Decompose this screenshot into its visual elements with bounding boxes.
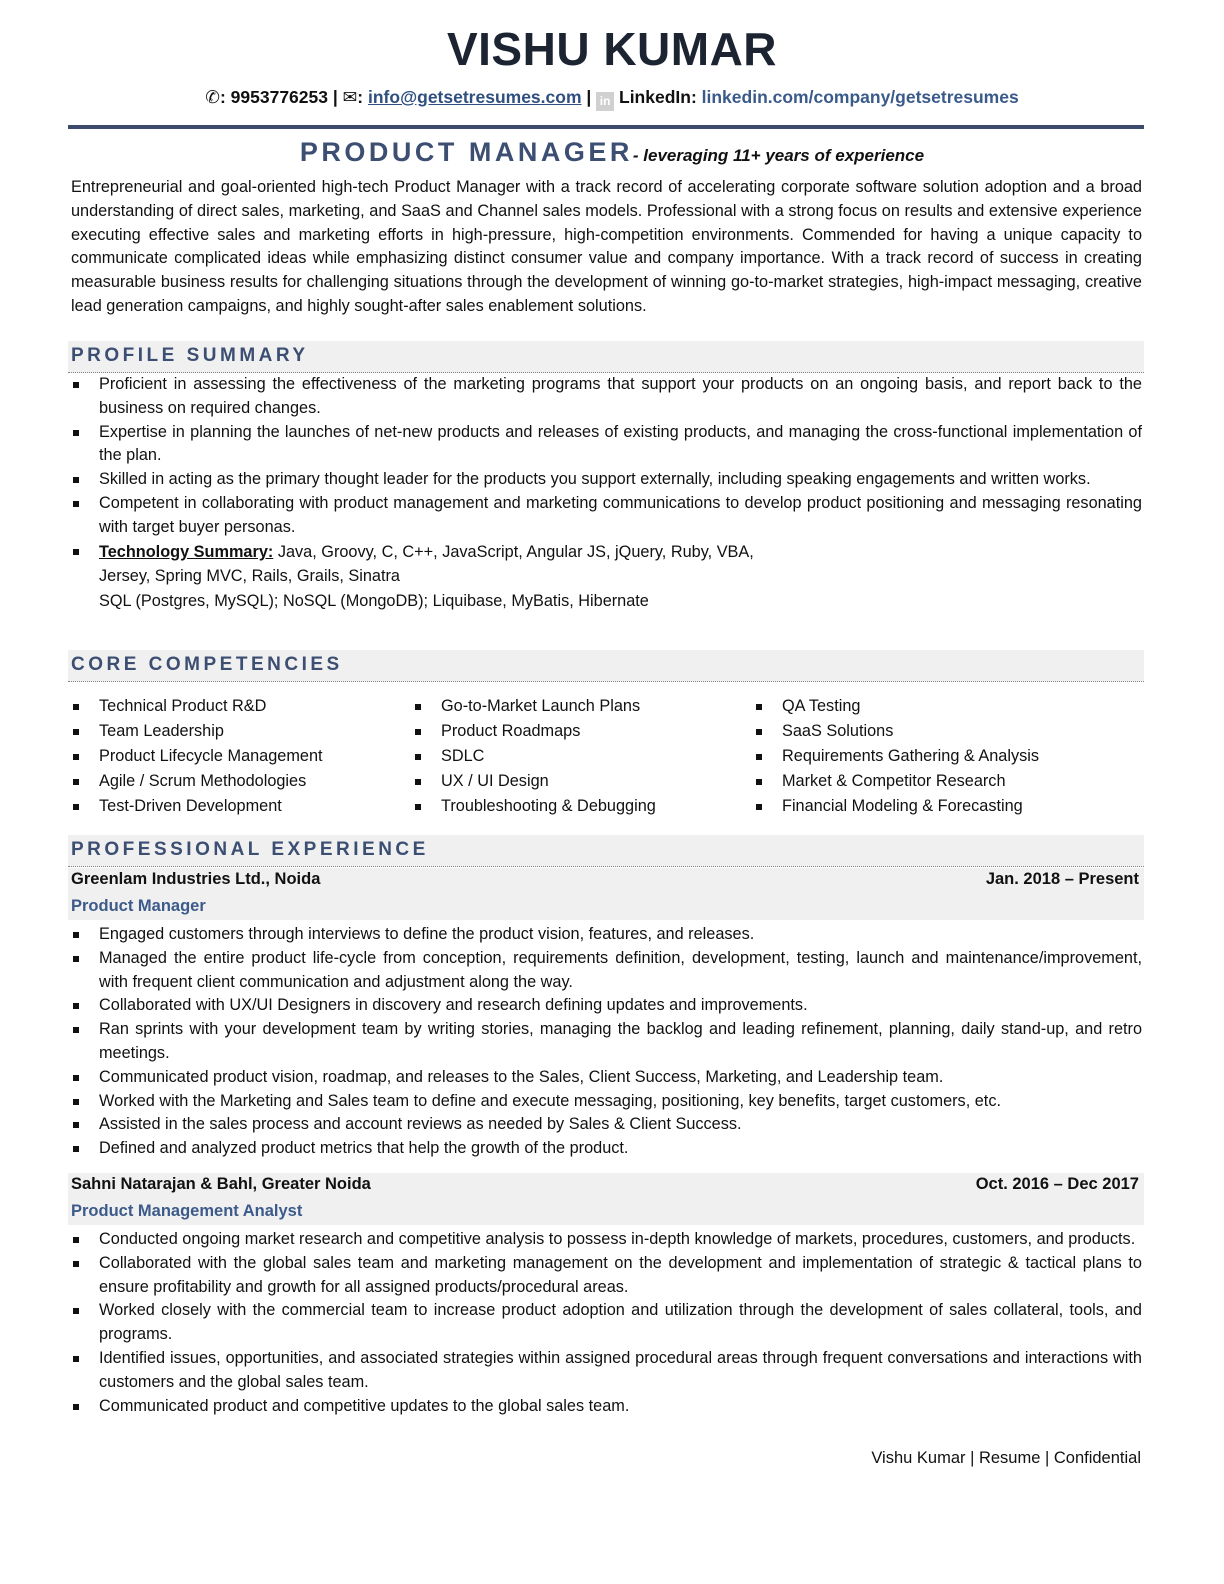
competency-item: SDLC xyxy=(413,744,656,769)
company-name: Sahni Natarajan & Bahl, Greater Noida xyxy=(71,1175,371,1193)
section-title: PROFILE SUMMARY xyxy=(71,345,309,366)
job-header xyxy=(68,1173,1144,1225)
list-item: Ran sprints with your development team by writing stories, managing the backlog and leading refinement, planning, daily stand-up, and retro meetings. xyxy=(71,1018,1142,1066)
competency-item: Agile / Scrum Methodologies xyxy=(71,769,323,794)
list-item: Competent in collaborating with product management and marketing communications to develop product positioning and messaging resonating with target buyer personas. xyxy=(71,492,1142,540)
email-link[interactable]: info@getsetresumes.com xyxy=(368,87,582,107)
competency-item: Market & Competitor Research xyxy=(754,769,1039,794)
phone-number: : 9953776253 xyxy=(219,87,328,107)
competency-item: SaaS Solutions xyxy=(754,719,1039,744)
list-item: Communicated product and competitive updates to the global sales team. xyxy=(71,1395,1142,1419)
competency-item: Test-Driven Development xyxy=(71,794,323,819)
separator: | xyxy=(581,87,597,107)
email-prefix: : xyxy=(357,87,368,107)
job-header xyxy=(68,868,1144,920)
list-item: Expertise in planning the launches of net-new products and releases of existing products, and managing the cross-functional implementation of the plan. xyxy=(71,421,1142,469)
company-name: Greenlam Industries Ltd., Noida xyxy=(71,870,321,888)
list-item: Engaged customers through interviews to define the product vision, features, and releases. xyxy=(71,923,1142,947)
profile-summary-list xyxy=(71,373,1142,613)
intro-paragraph: Entrepreneurial and goal-oriented high-tech Product Manager with a track record of accelerating corporate software solution adoption and a broad understanding of direct sales, marketing, and SaaS and Channel sales models. Professional with a strong focus on results and extensive experience executing effective sales and marketing efforts in high-pressure, high-competition environments. Commended for having a unique capacity to communicate complicated ideas while emphasizing distinct consumer value and company importance. With a track record of success in creating measurable business results for challenging situations through the development of winning go-to-market strategies, high-impact messaging, creative lead generation campaigns, and highly sought-after sales enablement solutions. xyxy=(71,178,1142,315)
competency-item: Troubleshooting & Debugging xyxy=(413,794,656,819)
list-item: Skilled in acting as the primary thought leader for the products you support externally, including speaking engagements and written works. xyxy=(71,468,1142,492)
section-heading-core-competencies xyxy=(68,650,1144,682)
list-item: Conducted ongoing market research and competitive analysis to possess in-depth knowledge of markets, procedures, customers, and products. xyxy=(71,1228,1142,1252)
section-heading-professional-experience xyxy=(68,835,1144,867)
list-item: Communicated product vision, roadmap, and releases to the Sales, Client Success, Marketing, and Leadership team. xyxy=(71,1066,1142,1090)
list-item: Proficient in assessing the effectiveness of the marketing programs that support your products on an ongoing basis, and report back to the business on required changes. xyxy=(71,373,1142,421)
competency-item: Go-to-Market Launch Plans xyxy=(413,694,656,719)
list-item: Identified issues, opportunities, and associated strategies within assigned procedural areas through frequent conversations and interactions with customers and the global sales team. xyxy=(71,1347,1142,1395)
section-title: CORE COMPETENCIES xyxy=(71,654,343,675)
competency-item: Product Lifecycle Management xyxy=(71,744,323,769)
list-item: Worked with the Marketing and Sales team to define and execute messaging, positioning, key benefits, target customers, etc. xyxy=(71,1090,1142,1114)
job-title-tagline: - leveraging 11+ years of experience xyxy=(632,146,925,165)
phone-icon: ✆ xyxy=(205,87,220,107)
linkedin-label: LinkedIn: xyxy=(614,87,702,107)
headline xyxy=(0,137,1224,168)
job-title: PRODUCT MANAGER xyxy=(299,137,633,167)
competency-column xyxy=(71,694,323,819)
list-item: Worked closely with the commercial team to increase product adoption and utilization through the development of sales collateral, tools, and programs. xyxy=(71,1299,1142,1347)
linkedin-link[interactable]: linkedin.com/company/getsetresumes xyxy=(701,87,1019,107)
technology-summary-item xyxy=(71,540,1142,614)
competency-item: Financial Modeling & Forecasting xyxy=(754,794,1039,819)
list-item: Assisted in the sales process and account reviews as needed by Sales & Client Success. xyxy=(71,1113,1142,1137)
competency-item: Product Roadmaps xyxy=(413,719,656,744)
job-dates: Oct. 2016 – Dec 2017 xyxy=(975,1175,1139,1193)
separator: | xyxy=(328,87,343,107)
list-item: Collaborated with the global sales team and marketing management on the development and implementation of strategic & tactical plans to ensure profitability and growth for all assigned products/procedural areas. xyxy=(71,1252,1142,1300)
competency-item: UX / UI Design xyxy=(413,769,656,794)
competency-item: QA Testing xyxy=(754,694,1039,719)
candidate-name: VISHU KUMAR xyxy=(446,23,778,75)
job-bullets xyxy=(71,1228,1142,1418)
list-item: Defined and analyzed product metrics that help the growth of the product. xyxy=(71,1137,1142,1161)
technology-line: Jersey, Spring MVC, Rails, Grails, Sinatra xyxy=(99,567,400,586)
list-item: Collaborated with UX/UI Designers in discovery and research defining updates and improvements. xyxy=(71,994,1142,1018)
header-divider xyxy=(68,125,1144,129)
competency-item: Requirements Gathering & Analysis xyxy=(754,744,1039,769)
section-heading-profile-summary xyxy=(68,341,1144,373)
job-dates: Jan. 2018 – Present xyxy=(985,870,1139,888)
competency-column xyxy=(754,694,1039,819)
technology-line: Java, Groovy, C, C++, JavaScript, Angular JS, jQuery, Ruby, VBA, xyxy=(273,542,754,561)
technology-summary-label: Technology Summary: xyxy=(99,542,274,561)
job-bullets xyxy=(71,923,1142,1161)
linkedin-icon: in xyxy=(596,92,614,111)
section-title: PROFESSIONAL EXPERIENCE xyxy=(71,839,429,860)
technology-line: SQL (Postgres, MySQL); NoSQL (MongoDB); Liquibase, MyBatis, Hibernate xyxy=(99,591,649,610)
page-footer: Vishu Kumar | Resume | Confidential xyxy=(871,1449,1141,1467)
competency-column xyxy=(413,694,656,819)
contact-line xyxy=(0,87,1224,111)
competency-item: Technical Product R&D xyxy=(71,694,323,719)
job-role: Product Management Analyst xyxy=(71,1202,303,1220)
job-role: Product Manager xyxy=(71,897,206,915)
competency-item: Team Leadership xyxy=(71,719,323,744)
envelope-icon: ✉ xyxy=(342,87,358,107)
list-item: Managed the entire product life-cycle from conception, requirements definition, development, testing, launch and maintenance/improvement, with frequent client communication and adjustment along the way. xyxy=(71,947,1142,995)
